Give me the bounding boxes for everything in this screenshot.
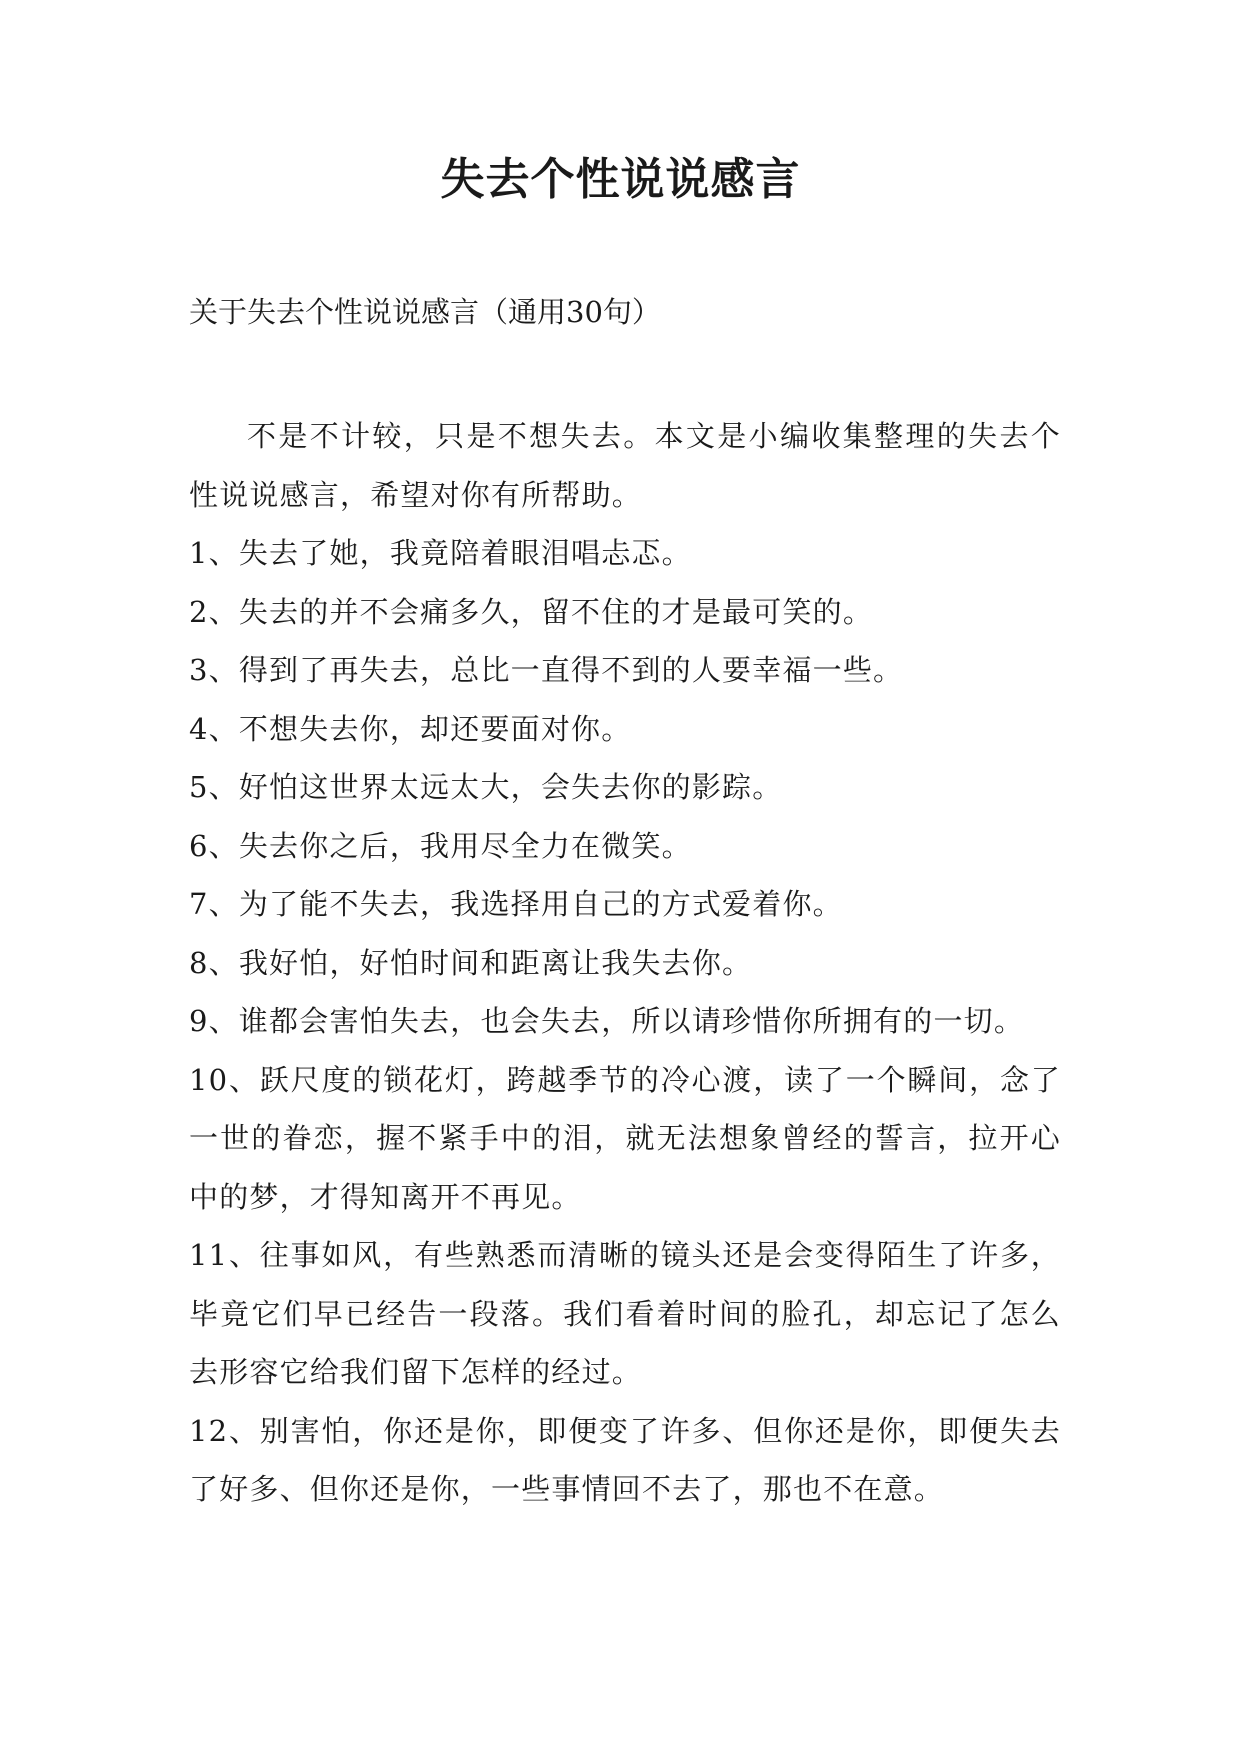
list-item: 3、得到了再失去，总比一直得不到的人要幸福一些。 — [189, 653, 904, 687]
list-item: 2、失去的并不会痛多久，留不住的才是最可笑的。 — [189, 594, 874, 629]
list-item: 4、不想失去你，却还要面对你。 — [189, 711, 632, 746]
list-item: 6、失去你之后，我用尽全力在微笑。 — [189, 828, 692, 863]
list-item: 9、谁都会害怕失去，也会失去，所以请珍惜你所拥有的一切。 — [189, 1004, 1025, 1038]
document-body — [189, 407, 1061, 1519]
list-item: 7、为了能不失去，我选择用自己的方式爱着你。 — [189, 887, 843, 921]
intro-paragraph: 不是不计较，只是不想失去。本文是小编收集整理的失去个性说说感言，希望对你有所帮助。 — [189, 419, 1061, 512]
list-item: 1、失去了她，我竟陪着眼泪唱忐忑。 — [189, 536, 692, 570]
list-item: 10、跃尺度的锁花灯，跨越季节的冷心渡，读了一个瞬间，念了一世的眷恋，握不紧手中的泪，就无法想象曾经的誓言，拉开心中的梦，才得知离开不再见。 — [189, 1062, 1061, 1214]
list-item: 12、别害怕，你还是你，即便变了许多、但你还是你，即便失去了好多、但你还是你，一些事情回不去了，那也不在意。 — [189, 1413, 1061, 1506]
list-item: 5、好怕这世界太远太大，会失去你的影踪。 — [189, 770, 783, 804]
list-item: 11、往事如风，有些熟悉而清晰的镜头还是会变得陌生了许多，毕竟它们早已经告一段落。我们看着时间的脸孔，却忘记了怎么去形容它给我们留下怎样的经过。 — [189, 1238, 1061, 1389]
list-item: 8、我好怕，好怕时间和距离让我失去你。 — [189, 945, 753, 980]
document-title: 失去个性说说感言 — [440, 154, 801, 205]
document-subtitle: 关于失去个性说说感言（通用30句） — [189, 295, 661, 329]
